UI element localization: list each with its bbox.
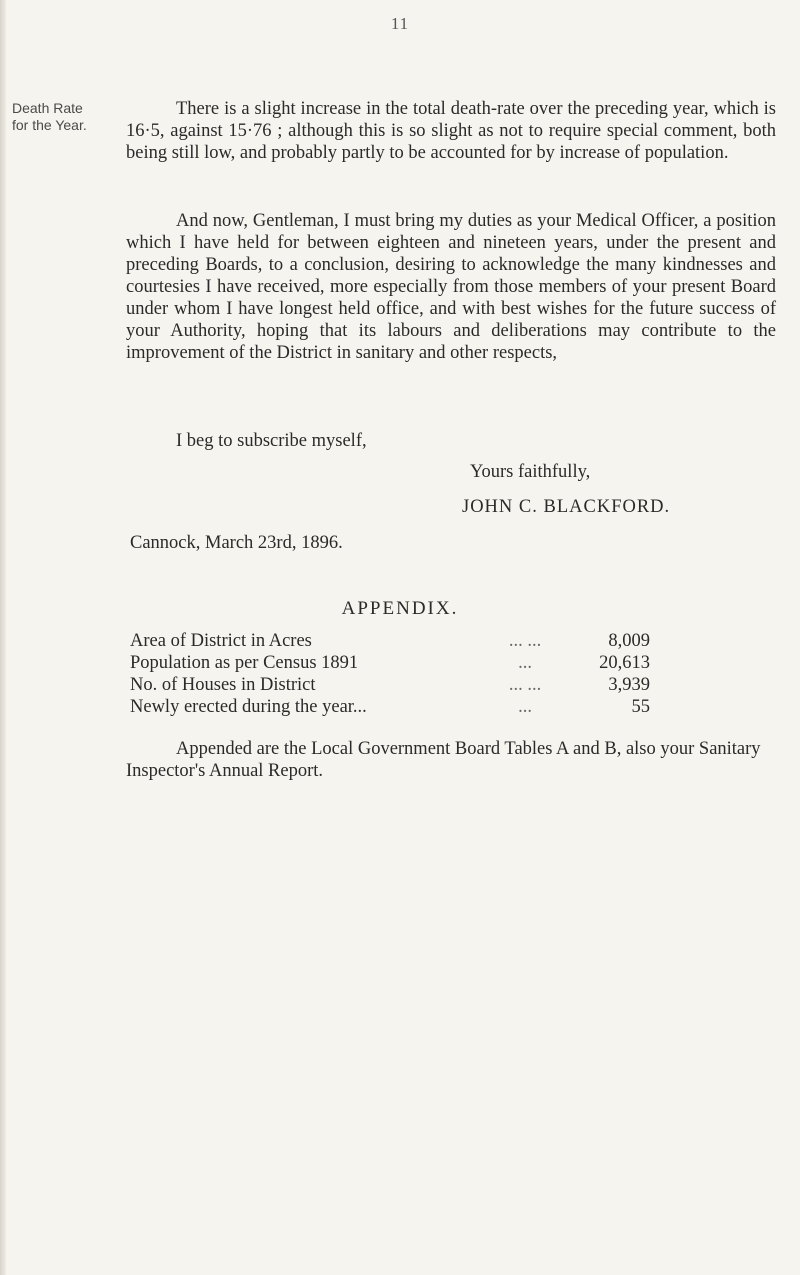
place-date: Cannock, March 23rd, 1896. xyxy=(130,533,343,553)
signature: JOHN C. BLACKFORD. xyxy=(462,497,671,517)
paragraph-subscribe: I beg to subscribe myself, xyxy=(176,431,367,451)
page-edge xyxy=(0,0,6,1275)
appendix-row xyxy=(130,630,650,652)
margin-note xyxy=(12,100,104,134)
paragraph-death-rate: There is a slight increase in the total death-rate over the preceding year, which is 16·5, against 15·76 ; although this is so slight as not to require special comment, both being still low, and probably partly to be accounted for by increase of population. xyxy=(126,99,776,163)
appendix-leader: ... ... xyxy=(508,631,542,651)
appendix-leader: ... xyxy=(518,697,532,717)
appendix-value: 20,613 xyxy=(599,653,650,673)
margin-note-line-2: for the Year. xyxy=(12,117,87,133)
page-number: 11 xyxy=(390,14,410,33)
closing-salutation: Yours faithfully, xyxy=(470,462,591,482)
appendix-value: 8,009 xyxy=(608,631,650,651)
appendix-heading: APPENDIX. xyxy=(341,598,459,619)
appendix-label: No. of Houses in District xyxy=(130,675,316,695)
appendix-value: 3,939 xyxy=(608,675,650,695)
appendix-row xyxy=(130,652,650,674)
appendix-table xyxy=(130,630,650,718)
paragraph-farewell: And now, Gentleman, I must bring my duties as your Medical Officer, a position which I have held for between eighteen and nineteen years, under the present and preceding Boards, to a conclusion, desiring to acknowledge the many kindnesses and courtesies I have received, more especially from those members of your present Board under whom I have longest held office, and with best wishes for the future success of your Authority, hoping that its labours and deliberations may contribute to the improvement of the District in sanitary and other respects, xyxy=(126,211,776,363)
appended-note: Appended are the Local Government Board Tables A and B, also your Sanitary Inspector's Annual Report. xyxy=(126,739,761,781)
appendix-label: Area of District in Acres xyxy=(130,631,312,651)
appendix-value: 55 xyxy=(631,697,650,717)
appendix-label: Population as per Census 1891 xyxy=(130,653,359,673)
appendix-label: Newly erected during the year... xyxy=(130,697,367,717)
appendix-row xyxy=(130,696,650,718)
appendix-leader: ... xyxy=(518,653,532,673)
appendix-leader: ... ... xyxy=(508,675,542,695)
margin-note-line-1: Death Rate xyxy=(12,100,83,116)
appendix-row xyxy=(130,674,650,696)
